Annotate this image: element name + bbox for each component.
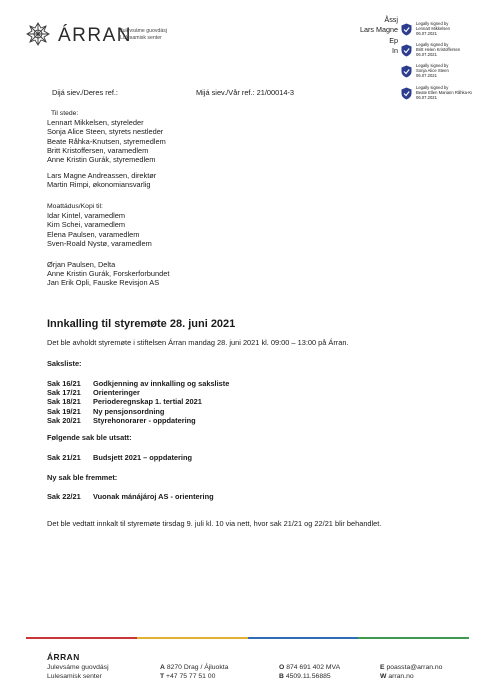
footer-subtitle: Julevsáme guovdásj Lulesamisk senter [47,664,109,680]
staff-list [47,171,156,189]
logo-subtitle: Julevsáme guovdásj Lulesamisk senter [120,28,168,41]
case-title: Perioderegnskap 1. tertial 2021 [93,397,202,407]
other-recipients [47,260,169,288]
footer-web: E poassta@arran.no W arran.no [380,664,443,680]
list-item: Anne Kristin Gurák, styremedlem [47,155,156,165]
footer-line-segment [358,637,469,639]
signature-text: Legally signed by Sonja Alice Steen 06.07.2021 [416,63,449,78]
signature-text: Legally signed by Britt Helen Kristoffersen 06.07.2021 [416,42,461,57]
case-title: Orienteringer [93,388,140,398]
case-number: Sak 22/21 [47,492,81,501]
copy-header: Moattádus/Kopi til: [47,203,103,210]
footer-email[interactable]: poassta@arran.no [386,664,443,671]
arran-logo-icon [26,22,50,46]
case-title: Vuonak mánájároj AS - orientering [93,492,214,501]
footer-bank: 4509.11.56885 [285,672,331,680]
list-item: Sven-Roald Nystø, varamedlem [47,238,152,248]
case-number: Sak 20/21 [47,415,81,425]
case-title: Styrehonorarer - oppdatering [93,415,196,425]
signature-stamp[interactable] [401,21,491,40]
footer-org-number: 874 691 402 MVA [286,664,341,671]
shield-icon [401,44,412,57]
case-number: Sak 19/21 [47,406,81,416]
document-title: Innkalling til styremøte 28. juni 2021 [47,318,236,330]
footer-phone: +47 75 77 51 00 [166,672,216,680]
case-number: Sak 21/21 [47,453,81,462]
footer-line-segment [26,637,137,639]
closing-text: Det ble vedtatt innkalt til styremøte tirsdag 9. juli kl. 10 via nett, hvor sak 21/21 og 22/21 blir behandlet. [47,519,382,528]
case-title: Ny pensjonsordning [93,406,165,416]
intro-text: Det ble avholdt styremøte i stiftelsen Árran mandag 28. juni 2021 kl. 09:00 – 13:00 på Árran. [47,338,349,347]
signature-names: Åssj Lars Magne Ep In [360,15,398,56]
signature-stamp[interactable] [401,42,491,61]
footer-contact: A 8270 Drag / Ájluokta T +47 75 77 51 00 [160,664,229,680]
logo-name: ÁRRAN [58,25,133,46]
list-item: Jan Erik Opli, Fauske Revisjon AS [47,278,160,288]
your-reference: Dijá siev./Deres ref.: [52,88,118,97]
shield-icon [401,87,412,100]
list-item: Ørjan Paulsen, Delta [47,260,116,269]
postponed-label: Følgende sak ble utsatt: [47,433,132,442]
case-number: Sak 18/21 [47,397,81,407]
list-item: Britt Kristoffersen, varamedlem [47,145,149,155]
shield-icon [401,65,412,78]
list-item: Elena Paulsen, varamedlem [47,229,140,239]
footer-line-segment [137,637,248,639]
case-number: Sak 16/21 [47,379,81,388]
footer-org-name: ÁRRAN [47,652,80,662]
case-number: Sak 17/21 [47,388,81,398]
list-item: Anne Kristin Gurák, Forskerforbundet [47,269,170,279]
footer-org: O 874 691 402 MVA B 4509.11.56885 [279,664,341,680]
saksliste-label: Saksliste: [47,359,82,368]
shield-icon [401,23,412,36]
copy-list [47,202,152,248]
signature-text: Legally signed by Lennart Mikkelsen 06.07.2021 [416,21,450,36]
signature-text: Legally signed by Beate Ellen Mariann Råhka-Kı 06.07.2021 [416,85,473,100]
signature-stamp[interactable] [401,63,491,82]
list-item: Sonja Alice Steen, styrets nestleder [47,127,164,137]
list-item: Lennart Mikkelsen, styreleder [47,118,144,128]
list-item: Lars Magne Andreassen, direktør [47,171,157,180]
present-header: Til stede: [51,110,79,117]
footer-line-segment [248,637,359,639]
list-item: Beate Råhka-Knutsen, styremedlem [47,136,166,146]
list-item: Martin Rimpi, økonomiansvarlig [47,180,151,190]
signature-stamp[interactable] [401,85,491,104]
case-title: Godkjenning av innkalling og saksliste [93,379,230,388]
footer-address: 8270 Drag / Ájluokta [166,664,229,671]
footer-color-line [26,637,469,639]
new-case-label: Ny sak ble fremmet: [47,473,118,482]
footer-website[interactable]: arran.no [388,672,414,680]
our-reference: Mijá siev./Vår ref.: 21/00014-3 [196,88,295,97]
list-item: Kim Schei, varamedlem [47,220,126,230]
present-list [47,109,166,164]
case-title: Budsjett 2021 – oppdatering [93,453,192,462]
list-item: Idar Kintel, varamedlem [47,211,126,221]
